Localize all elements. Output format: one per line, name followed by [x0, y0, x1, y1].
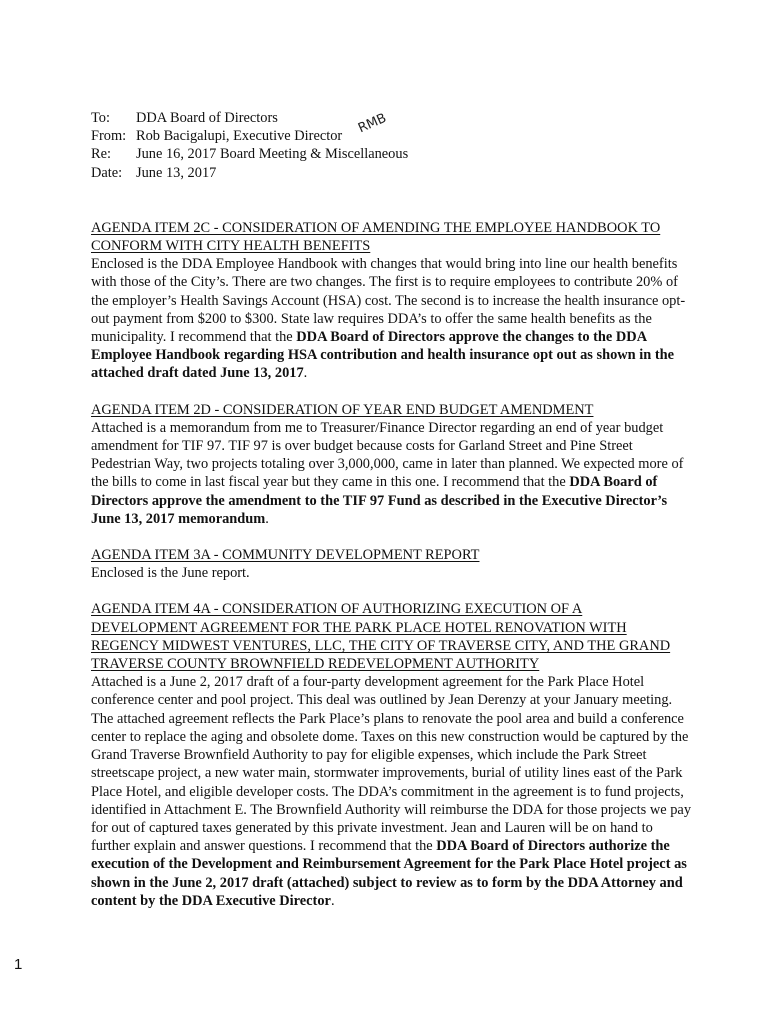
agenda-item-2c: [91, 219, 691, 383]
body-end: .: [265, 510, 269, 527]
spacer: [91, 582, 691, 600]
to-label: To:: [91, 110, 110, 126]
agenda-item-4a: [91, 600, 691, 909]
body-end: .: [303, 365, 308, 382]
agenda-item-body: [91, 255, 691, 382]
memo: [91, 109, 691, 910]
body-text: Enclosed is the DDA Employee Handbook with changes that would bring into line our health benefits with those of the City’s. There are two changes. The first is to require employees to contribute 20% of the employer’s Health Savings Account (HSA) cost. The second is to increase the health insurance opt-out payment from $200 to $300. State law requires DDA’s to offer the same health benefits as the municipality. I recommend that the: [91, 256, 686, 346]
agenda-item-2d: [91, 401, 691, 528]
agenda-item-body: [91, 419, 691, 528]
body-text: Enclosed is the June report.: [91, 565, 250, 582]
from-label: From:: [91, 128, 127, 145]
header-re-row: [91, 145, 691, 163]
recommendation-text: DDA Board of Directors authorize the execution of the Development and Reimbursement Agreement for the Park Place Hotel project as shown in the June 2, 2017 draft (attached) subject to review as to form by the DDA Attorney and content by the DDA Executive Director: [91, 838, 687, 909]
page-number: 1: [14, 956, 23, 973]
spacer: [91, 182, 691, 219]
date-value: June 13, 2017: [136, 164, 217, 181]
agenda-item-3a: [91, 546, 691, 582]
agenda-item-body: [91, 673, 691, 910]
spacer: [91, 383, 691, 401]
date-label: Date:: [91, 164, 123, 181]
body-end: .: [330, 892, 335, 909]
body-text: Attached is a memorandum from me to Treasurer/Finance Director regarding an end of year budget amendment for TIF 97. TIF 97 is over budget because costs for Garland Street and Pine Street Pedestrian Way, two projects totaling over 3,000,000, came in later than planned. We expected more of the bills to come in last fiscal year but they came in this one. I recommend that the: [91, 419, 684, 491]
agenda-item-title: AGENDA ITEM 2D - CONSIDERATION OF YEAR END BUDGET AMENDMENT: [91, 401, 594, 418]
header-date-row: [91, 164, 691, 182]
re-value: June 16, 2017 Board Meeting & Miscellaneous: [136, 146, 409, 163]
agenda-item-body: [91, 564, 691, 582]
agenda-item-title: AGENDA ITEM 2C - CONSIDERATION OF AMENDING THE EMPLOYEE HANDBOOK TO CONFORM WITH CITY HEALTH BENEFITS: [91, 219, 661, 255]
recommendation-text: DDA Board of Directors approve the amendment to the TIF 97 Fund as described in the Executive Director’s June 13, 2017 memorandum: [91, 474, 668, 527]
re-label: Re:: [91, 146, 111, 163]
handwritten-initials: RMB: [355, 110, 389, 137]
from-value: Rob Bacigalupi, Executive Director: [136, 128, 343, 145]
agenda-item-title: AGENDA ITEM 4A - CONSIDERATION OF AUTHORIZING EXECUTION OF A DEVELOPMENT AGREEMENT FOR THE PARK PLACE HOTEL RENOVATION WITH REGENCY MIDWEST VENTURES, LLC, THE CITY OF TRAVERSE CITY, AND THE GRAND TRAVERSE COUNTY BROWNFIELD REDEVELOPMENT AUTHORITY: [91, 601, 671, 673]
to-value: DDA Board of Directors: [136, 110, 278, 126]
header-to-row: [91, 109, 691, 127]
spacer: [91, 528, 691, 546]
recommendation-text: DDA Board of Directors approve the changes to the DDA Employee Handbook regarding HSA contribution and health insurance opt out as shown in the attached draft dated June 13, 2017: [91, 329, 675, 382]
body-text: Attached is a June 2, 2017 draft of a four-party development agreement for the Park Place Hotel conference center and pool project. This deal was outlined by Jean Derenzy at your January meeting. The attached agreement reflects the Park Place’s plans to renovate the pool area and build a conference center to replace the aging and obsolete dome. Taxes on this new construction would be captured by the Grand Traverse Brownfield Authority to pay for eligible expenses, which include the Park Street streetscape project, a new water main, stormwater improvements, burial of utility lines east of the Park Place Hotel, and eligible developer costs. The DDA’s commitment in the agreement is to fund projects, identified in Attachment E. The Brownfield Authority will reimburse the DDA for those projects we pay for out of captured taxes generated by this private investment. Jean and Lauren will be on hand to further explain and answer questions. I recommend that the: [91, 674, 692, 855]
agenda-item-title: AGENDA ITEM 3A - COMMUNITY DEVELOPMENT REPORT: [91, 547, 480, 564]
